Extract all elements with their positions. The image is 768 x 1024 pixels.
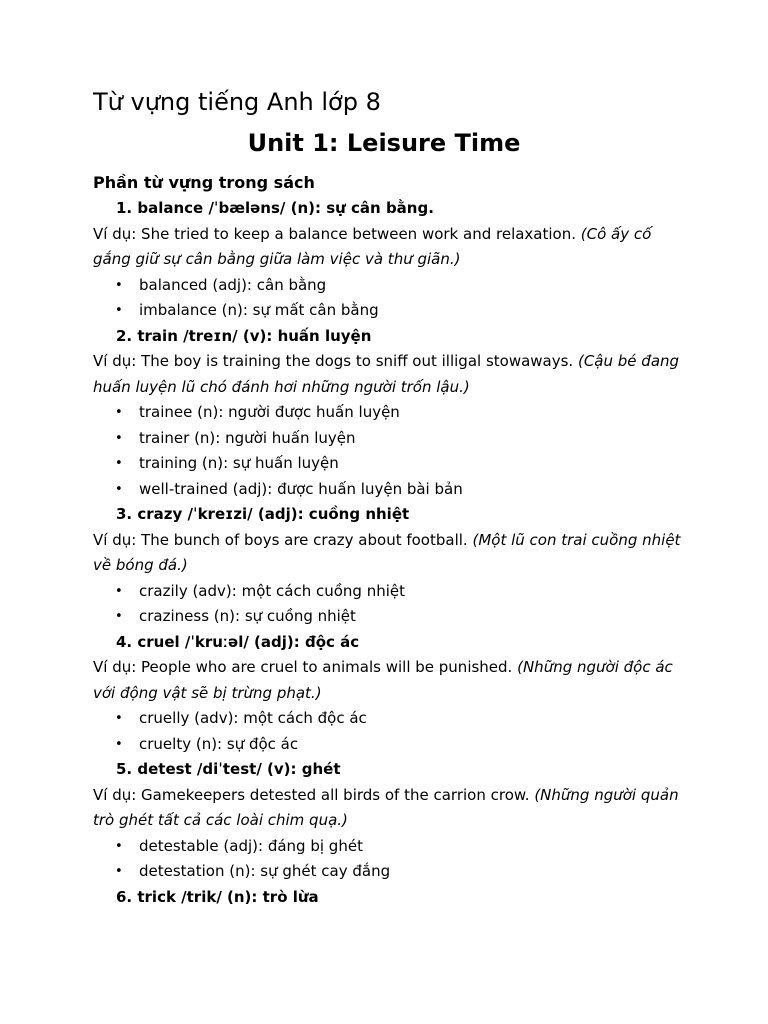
- derivative-item: • trainee (n): người được huấn luyện: [139, 400, 693, 426]
- example-text: Ví dụ: The bunch of boys are crazy about football.: [93, 530, 468, 549]
- derivative-list: [93, 273, 693, 324]
- derivative-item: • cruelty (n): sự độc ác: [139, 732, 693, 758]
- example-sentence: [93, 655, 693, 706]
- derivative-item: • balanced (adj): cân bằng: [139, 273, 693, 299]
- example-text: Ví dụ: People who are cruel to animals will be punished.: [93, 658, 513, 676]
- derivative-list: [93, 834, 693, 885]
- example-translation: (Một lũ con trai cuồng nhiệt về bóng đá.): [93, 530, 681, 574]
- derivative-item: • craziness (n): sự cuồng nhiệt: [139, 604, 693, 630]
- example-text: Ví dụ: The boy is training the dogs to sniff out illigal stowaways.: [93, 352, 574, 370]
- example-translation: (Cô ấy cố gắng giữ sự cân bằng giữa làm việc và thư giãn.): [93, 224, 652, 268]
- vocabulary-entry-heading: 4. cruel /ˈkruːəl/ (adj): độc ác: [116, 632, 360, 651]
- section-title: Phần từ vựng trong sách: [93, 173, 315, 192]
- example-translation: (Những người độc ác với động vật sẽ bị trừng phạt.): [93, 658, 673, 702]
- derivative-item: • well-trained (adj): được huấn luyện bài bản: [139, 477, 693, 503]
- derivative-list: [93, 579, 693, 630]
- example-sentence: [93, 222, 693, 273]
- vocabulary-entry-heading: 6. trick /trik/ (n): trò lừa: [116, 887, 319, 906]
- unit-title: Unit 1: Leisure Time: [247, 129, 521, 157]
- derivative-item: • trainer (n): người huấn luyện: [139, 426, 693, 452]
- example-translation: (Cậu bé đang huấn luyện lũ chó đánh hơi những người trốn lậu.): [93, 352, 680, 396]
- derivative-list: [93, 400, 693, 502]
- derivative-item: • cruelly (adv): một cách độc ác: [139, 706, 693, 732]
- derivative-list: [93, 706, 693, 757]
- derivative-item: • crazily (adv): một cách cuồng nhiệt: [139, 579, 693, 605]
- derivative-item: • detestable (adj): đáng bị ghét: [139, 834, 693, 860]
- example-sentence: [93, 528, 693, 579]
- example-sentence: [93, 783, 693, 834]
- example-translation: (Những người quản trò ghét tất cả các loài chim quạ.): [93, 785, 679, 829]
- example-text: Ví dụ: Gamekeepers detested all birds of the carrion crow.: [93, 785, 530, 804]
- derivative-item: • detestation (n): sự ghét cay đắng: [139, 859, 693, 885]
- vocabulary-entry-heading: 1. balance /ˈbæləns/ (n): sự cân bằng.: [116, 199, 434, 217]
- derivative-item: • imbalance (n): sự mất cân bằng: [139, 298, 693, 324]
- vocabulary-entry-heading: 2. train /treɪn/ (v): huấn luyện: [116, 326, 372, 345]
- document-page: [93, 86, 693, 910]
- vocabulary-entry-heading: 5. detest /diˈtest/ (v): ghét: [116, 760, 341, 778]
- example-sentence: [93, 349, 693, 400]
- example-text: Ví dụ: She tried to keep a balance between work and relaxation.: [93, 224, 576, 243]
- vocabulary-entry-heading: 3. crazy /ˈkreɪzi/ (adj): cuồng nhiệt: [116, 505, 410, 523]
- document-title: Từ vựng tiếng Anh lớp 8: [93, 88, 381, 116]
- vocabulary-list: [93, 196, 693, 910]
- derivative-item: • training (n): sự huấn luyện: [139, 451, 693, 477]
